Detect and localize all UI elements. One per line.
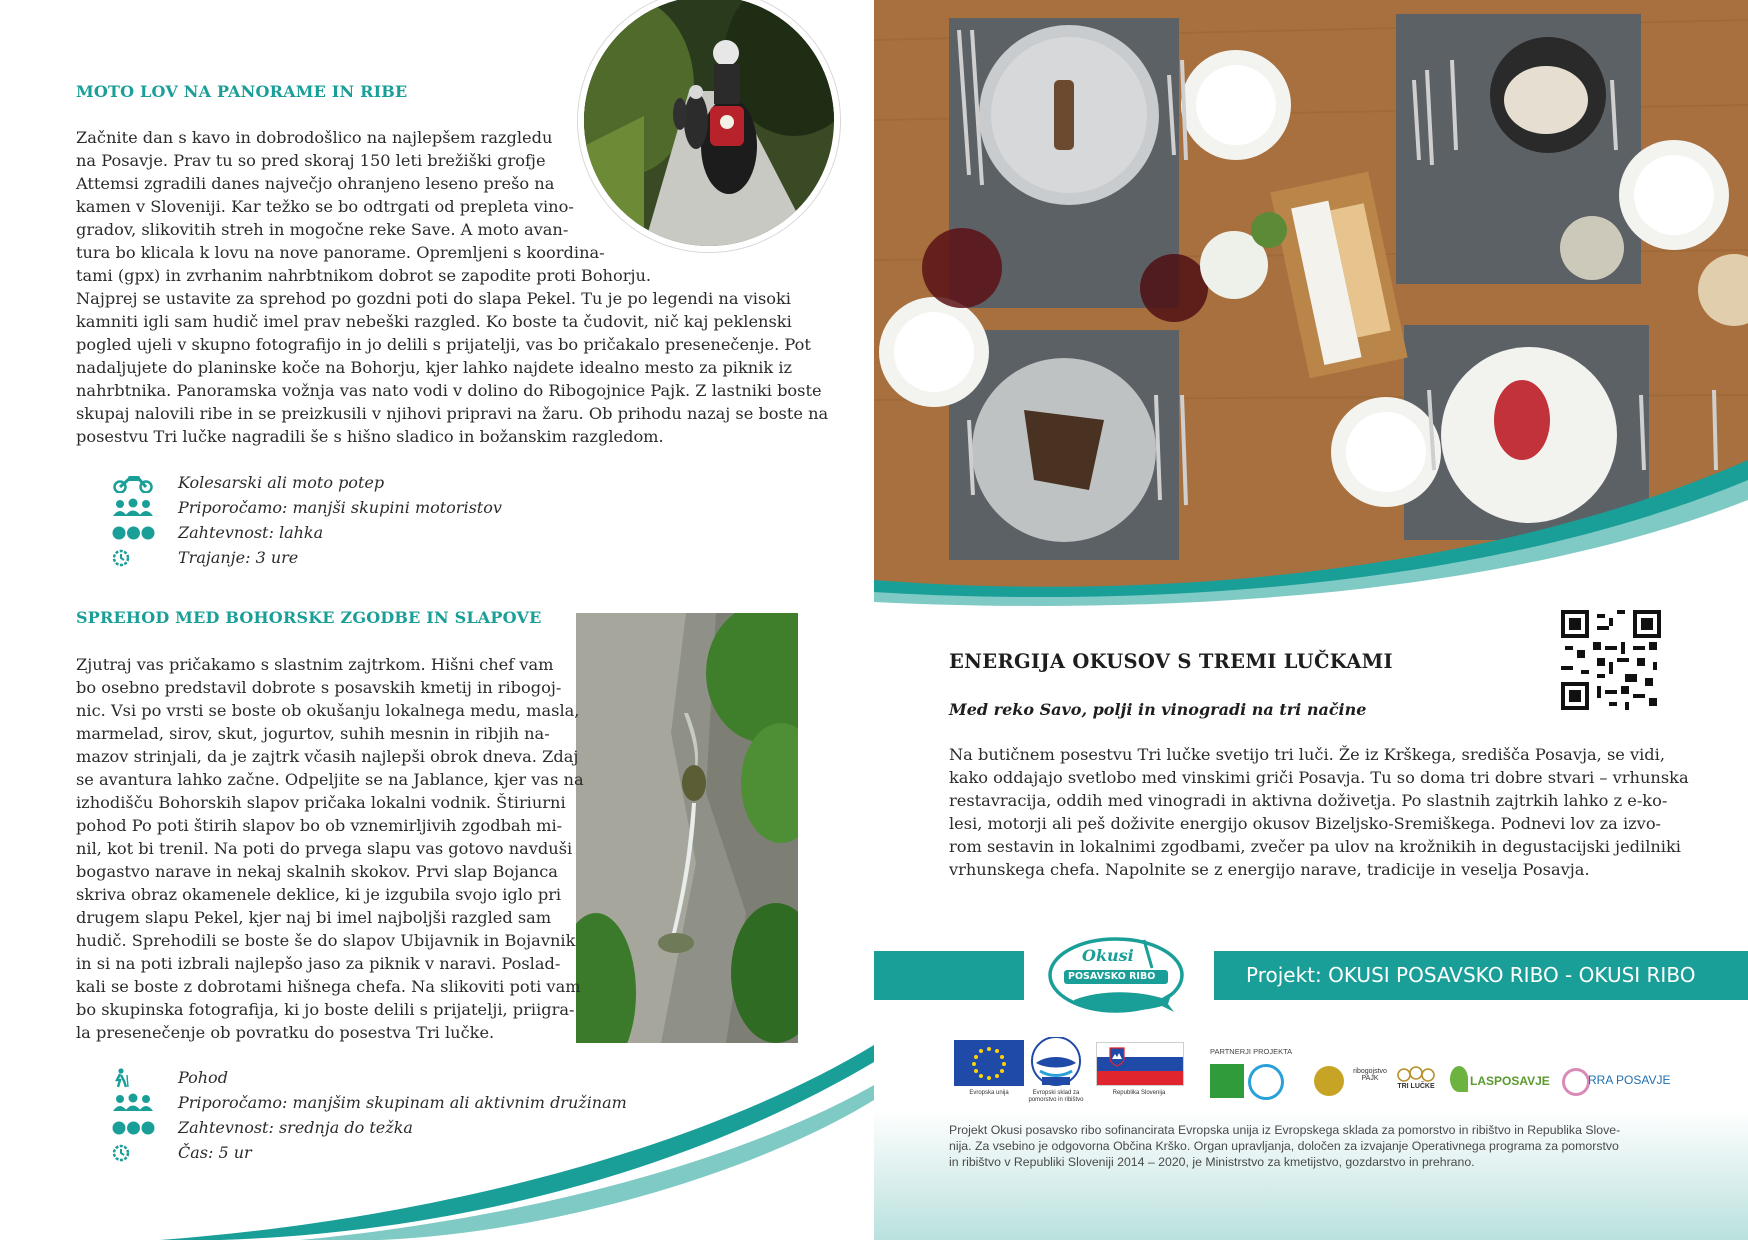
section-title-hike: SPREHOD MED BOHORSKE ZGODBE IN SLAPOVE [76, 608, 542, 627]
partner-pajk: ribogojstvo PAJK [1353, 1068, 1387, 1082]
slovenia-flag-logo [1096, 1042, 1184, 1086]
footnote-line: nija. Za vsebino je odgovorna Občina Krško. Organ upravljanja, določen za izvajanje Operativnega programa za pomorstvo [949, 1139, 1619, 1153]
text-line: kamen v Sloveniji. Kar težko se bo odtrgati od prepleta vino- [76, 197, 574, 216]
footnote-line: Projekt Okusi posavsko ribo sofinancirata Evropska unija iz Evropskega sklada za pomorstvo in ribištvo in Republika Slove- [949, 1123, 1621, 1137]
info-text: Zahtevnost: srednja do težka [178, 1118, 413, 1137]
text-line: mazov strinjali, da je zajtrk včasih najlepši obrok dneva. Zdaj [76, 747, 579, 766]
text-line: kamniti igli sam hudič imel prav nebeški razgled. Ko boste ta čudovit, nič kaj peklenski [76, 312, 792, 331]
section-title-moto: MOTO LOV NA PANORAME IN RIBE [76, 82, 408, 101]
info-item [112, 1115, 627, 1140]
info-item [112, 470, 502, 495]
info-text: Čas: 5 ur [178, 1143, 252, 1162]
text-line: rom sestavin in lokalnimi zgodbami, zvečer pa ulov na krožnikih in degustacijski jedilniki [949, 837, 1681, 856]
info-text: Zahtevnost: lahka [178, 523, 324, 542]
section-text-moto [76, 126, 828, 448]
group-icon [112, 1093, 156, 1113]
info-item [112, 1140, 627, 1165]
text-line: na Posavje. Prav tu so pred skoraj 150 leti brežiški grofje [76, 151, 546, 170]
info-list-moto [112, 470, 502, 570]
text-line: lesi, motorji ali peš doživite energijo okusov Bizeljsko-Sremiškega. Podnevi lov za izvo- [949, 814, 1662, 833]
article-subtitle: Med reko Savo, polji in vinogradi na tri načine [949, 700, 1367, 719]
hiker-icon [112, 1068, 156, 1088]
info-item [112, 495, 502, 520]
text-line: Zjutraj vas pričakamo s slastnim zajtrkom. Hišni chef vam [76, 655, 554, 674]
article-title: ENERGIJA OKUSOV S TREMI LUČKAMI [949, 650, 1393, 673]
section-text-hike [76, 653, 584, 1044]
partner-rra-posavje: RRA POSAVJE [1588, 1073, 1671, 1087]
text-line: kali se boste z dobrotami hišnega chefa. Na slikoviti poti vam [76, 977, 581, 996]
partner-logo-emblem [1314, 1066, 1344, 1096]
project-label: Projekt: OKUSI POSAVSKO RIBO - OKUSI RIBO [1246, 963, 1696, 987]
text-line: nadaljujete do planinske koče na Bohorju, kjer lahko najdete idealno mesto za piknik iz [76, 358, 793, 377]
text-line: Attemsi zgradili danes največjo ohranjeno leseno prešo na [76, 174, 555, 193]
text-line: la presenečenje ob povratku do posestva Tri lučke. [76, 1023, 495, 1042]
article-text [949, 743, 1689, 881]
tri-lucke-logo [1396, 1066, 1436, 1096]
text-line: bogastvo narave in nekaj skalnih skokov. Prvi slap Bojanca [76, 862, 558, 881]
info-text: Trajanje: 3 ure [178, 548, 299, 567]
qr-code[interactable] [1561, 610, 1661, 710]
text-line: drugem slapu Pekel, kjer naj bi imel najboljši razgled sam [76, 908, 552, 927]
info-item [112, 1065, 627, 1090]
text-line: in si na poti izbrali najlepšo jaso za piknik v naravi. Poslad- [76, 954, 561, 973]
text-line: Najprej se ustavite za sprehod po gozdni poti do slapa Pekel. Tu je po legendi na visoki [76, 289, 791, 308]
footnote-line: in ribištvo v Republiki Sloveniji 2014 – 2020, je Ministrstvo za kmetijstvo, gozdarstvo in prehrano. [949, 1155, 1475, 1169]
partner-tri-lucke: TRI LUČKE [1397, 1083, 1435, 1090]
info-text: Priporočamo: manjšim skupinam ali aktivnim družinam [178, 1093, 627, 1112]
text-line: skupaj nalovili ribe in se preizkusili v njihovi pripravi na žaru. Ob prihodu nazaj se boste na [76, 404, 829, 423]
info-item [112, 545, 502, 570]
text-line: skriva obraz okamenele deklice, ki je izgubila svojo iglo pri [76, 885, 562, 904]
text-line: nic. Vsi po vrsti se boste ob okušanju lokalnega medu, masla, [76, 701, 580, 720]
info-item [112, 1090, 627, 1115]
logo-text-ribo: POSAVSKO RIBO [1068, 971, 1156, 982]
partner-logo-green [1210, 1064, 1244, 1098]
difficulty-dots-icon [112, 1118, 156, 1138]
info-list-hike [112, 1065, 627, 1165]
info-text: Pohod [178, 1068, 228, 1087]
eu-label: Evropska unija [969, 1090, 1009, 1096]
eu-flag-logo [954, 1040, 1024, 1086]
motorcycle-icon [112, 473, 156, 493]
partners-label: PARTNERJI PROJEKTA [1210, 1047, 1293, 1056]
esrr-label: Evropski sklad za pomorstvo in ribištvo [1028, 1090, 1084, 1103]
text-line: bo skupinska fotografija, ki jo boste delili s prijatelji, priigra- [76, 1000, 575, 1019]
text-line: marmelad, sirov, skut, jogurtov, suhih mesnin in ribjih na- [76, 724, 550, 743]
info-item [112, 520, 502, 545]
teal-wave-divider [874, 440, 1748, 620]
las-leaf-icon [1450, 1066, 1468, 1092]
clock-icon [112, 548, 156, 568]
rra-logo-icon [1562, 1068, 1590, 1096]
text-line: Začnite dan s kavo in dobrodošlico na najlepšem razgledu [76, 128, 553, 147]
text-line: pohod Po poti štirih slapov bo ob vznemirljivih zgodbah mi- [76, 816, 563, 835]
text-line: vrhunskega chefa. Napolnite se z energijo narave, tradicije in veselja Posavja. [949, 860, 1590, 879]
text-line: Na butičnem posestvu Tri lučke svetijo tri luči. Že iz Krškega, središča Posavja, se vidi, [949, 745, 1665, 764]
waterfall-photo [576, 613, 798, 1043]
text-line: gradov, slikovitih streh in mogočne reke Save. A moto avan- [76, 220, 569, 239]
text-line: kako oddajajo svetlobo med vinskimi griči Posavja. Tu so doma tri dobre stvari – vrhunska [949, 768, 1689, 787]
text-line: posestvu Tri lučke nagradili še s hišno sladico in božanskim razgledom. [76, 427, 664, 446]
logo-text-okusi: Okusi [1082, 946, 1134, 965]
text-line: nil, kot bi trenil. Na poti do prvega slapu vas gotovo navduši [76, 839, 573, 858]
text-line: nahrbtnika. Panoramska vožnja vas nato vodi v dolino do Ribogojnice Pajk. Z lastniki boste [76, 381, 822, 400]
text-line: izhodišču Bohorskih slapov pričaka lokalni vodnik. Štiriurni [76, 793, 566, 812]
text-line: restavracija, oddih med vinogradi in aktivna doživetja. Po slastnih zajtrkih lahko z e-ko- [949, 791, 1668, 810]
info-text: Priporočamo: manjši skupini motoristov [178, 498, 502, 517]
text-line: tura bo klicala k lovu na nove panorame. Opremljeni s koordina- [76, 243, 605, 262]
group-icon [112, 498, 156, 518]
info-text: Kolesarski ali moto potep [178, 473, 385, 492]
text-line: pogled ujeli v skupno fotografijo in jo delili s prijatelji, vas bo pričakalo presenečenje. Pot [76, 335, 811, 354]
esrr-logo [1028, 1037, 1084, 1089]
flag-red [1097, 1071, 1183, 1085]
difficulty-dots-icon [112, 523, 156, 543]
partner-lasposavje: LASPOSAVJE [1470, 1074, 1550, 1088]
text-line: hudič. Sprehodili se boste še do slapov Ubijavnik in Bojavnik [76, 931, 576, 950]
text-line: tami (gpx) in zvrhanim nahrbtnikom dobrot se zapodite proti Bohorju. [76, 266, 652, 285]
okusi-posavsko-ribo-logo [1044, 932, 1188, 1018]
slovenia-label: Republika Slovenija [1112, 1090, 1166, 1096]
text-line: se avantura lahko začne. Odpeljite se na Jablance, kjer vas na [76, 770, 584, 789]
right-page [874, 0, 1748, 1240]
footnote [949, 1122, 1684, 1170]
clock-icon [112, 1143, 156, 1163]
partner-logo-circle [1248, 1064, 1284, 1100]
text-line: bo osebno predstavil dobrote s posavskih kmetij in ribogoj- [76, 678, 562, 697]
